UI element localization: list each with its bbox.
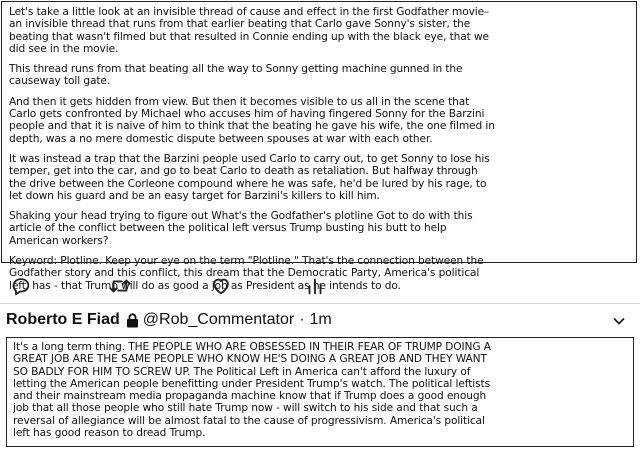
heart-icon — [210, 275, 232, 297]
separator-dot: · — [299, 311, 305, 328]
retweet-icon — [108, 275, 132, 297]
tweet-paragraph: And then it gets hidden from view. But then it becomes visible to us all in the scene that Carlo gets confronted by Michael who accuses him of having fingered Sonny for the Barzini people and that it is naive of him to think that the beating he gave his wife, the one filmed in depth, was a no mere domestic dispute between spouses at war with each other. — [9, 95, 495, 145]
tweet-paragraph: Let's take a little look at an invisible thread of cause and effect in the first Godfather movie– an invisible thread that runs from that earlier beating that Carlo gave Sonny's sister, the beating that wasn't filmed but that resulted in Connie ending up with the black eye, that we did see in the movie. — [9, 6, 490, 55]
chevron-down-icon — [612, 313, 626, 332]
tweet-paragraph: It's a long term thing. THE PEOPLE WHO ARE OBSESSED IN THEIR FEAR OF TRUMP DOING A GREAT JOB ARE THE SAME PEOPLE WHO KNOW HE'S DOING A GREAT JOB AND THEY WANT SO BADLY FOR HIM TO SCREW UP. The Political Left in America can't afford the luxury of letting the American people benefitting under President Trump's watch. The political leftists and their mainstream media propaganda machine know that if Trump does a good enough job that all those people who still hate Trump now - will switch to his side and that such a reversal of allegiance will be almost fatal to the cause of progressivism. America's political left has good reason to dread Trump. — [13, 341, 491, 440]
divider — [0, 303, 640, 304]
tweet-action-bar — [0, 274, 640, 300]
tweet-paragraph: It was instead a trap that the Barzini people used Carlo to carry out, to get Sonny to lose his temper, get into the car, and go to beat Carlo to death as retaliation. But halfway through the drive between the Corleone compound where he was safe, he'd be lured by his rage, to let down his guard and be an easy target for Barzini's killers to kill him. — [9, 152, 490, 202]
reply-icon — [10, 275, 32, 297]
lock-icon — [126, 313, 139, 328]
author-name[interactable]: Roberto E Fiad — [6, 311, 120, 328]
timestamp[interactable]: 1m — [309, 311, 332, 328]
reply-button[interactable] — [10, 274, 32, 298]
tweet-text-box — [6, 337, 634, 447]
retweet-button[interactable] — [108, 274, 132, 298]
tweet-paragraph: Shaking your head trying to figure out What's the Godfather's plotline Got to do with this article of the conflict between the political left versus Trump busting his butt to help American workers? — [9, 210, 473, 247]
like-button[interactable] — [210, 274, 232, 298]
more-options-button[interactable] — [612, 313, 626, 332]
author-handle[interactable]: @Rob_Commentator — [142, 311, 295, 328]
stats-icon — [305, 275, 325, 297]
tweet-paragraph: Keyword: Plotline. Keep your eye on the term "Plotline." That's the connection between the Godfather story and this conflict, this dream that the Democratic Party, America's political left, has - that Trump will do as good a job as President as he intends to do. — [9, 255, 484, 292]
stats-button[interactable] — [305, 274, 325, 298]
tweet-header — [6, 309, 634, 331]
tweet-paragraph: This thread runs from that beating all the way to Sonny getting machine gunned in the causeway toll gate. — [9, 63, 463, 88]
tweet-text-box — [1, 1, 637, 292]
